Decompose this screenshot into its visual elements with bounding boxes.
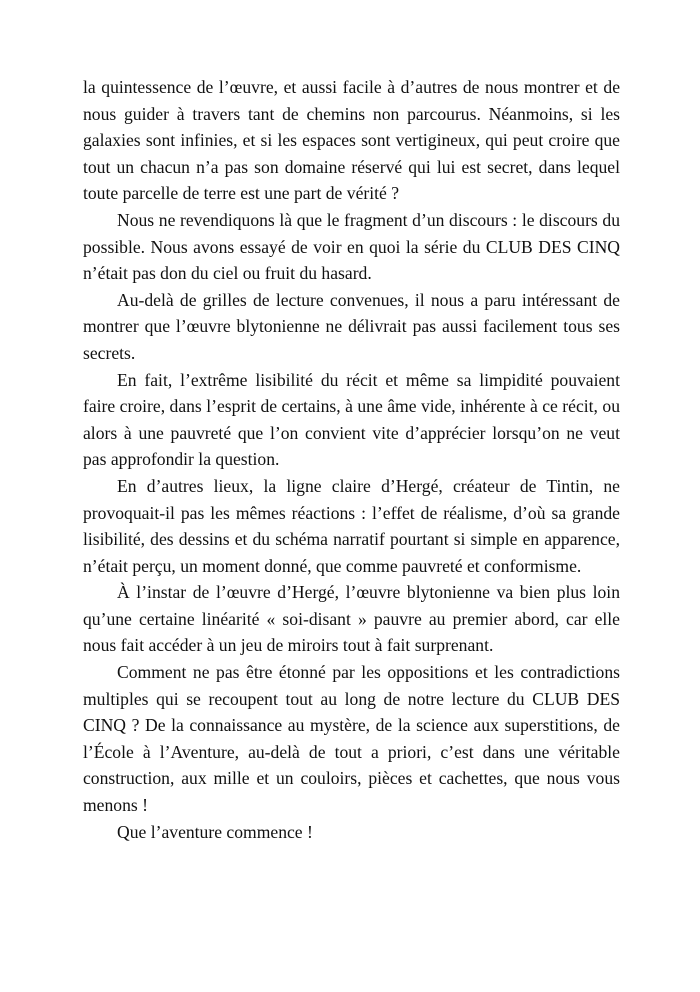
paragraph-legibility: En fait, l’extrême lisibilité du récit et même sa limpidité pouvaient faire croire, dans l’esprit de certains, à une âme vide, inhérente à ce récit, ou alors à une pauvreté que l’on convient vite d’apprécier lorsqu’on ne veut pas approfondir la question. <box>83 369 620 470</box>
document-page <box>83 74 620 845</box>
paragraph-continuation: la quintessence de l’œuvre, et aussi facile à d’autres de nous montrer et de nous guider à travers tant de chemins non parcourus. Néanmoins, si les galaxies sont infinies, et si les espaces sont vertigineux, qui peut croire que tout un chacun n’a pas son domaine réservé qui lui est secret, dans lequel toute parcelle de terre est une part de vérité ? <box>83 77 620 204</box>
paragraph-discourse: Nous ne revendiquons là que le fragment d’un discours : le discours du possible. Nous avons essayé de voir en quoi la série du CLUB DES CINQ n’était pas don du ciel ou fruit du hasard. <box>83 209 620 284</box>
paragraph-reading-grids: Au-delà de grilles de lecture convenues, il nous a paru intéressant de montrer que l’œuvre blytonienne ne délivrait pas aussi facilement tous ses secrets. <box>83 289 620 363</box>
paragraph-closing: Que l’aventure commence ! <box>117 821 313 842</box>
paragraph-herge: En d’autres lieux, la ligne claire d’Hergé, créateur de Tintin, ne provoquait-il pas les mêmes réactions : l’effet de réalisme, d’où sa grande lisibilité, des dessins et du schéma narratif pourtant si simple en apparence, n’était perçu, un moment donné, que comme pauvreté et conformisme. <box>83 475 620 576</box>
paragraph-oppositions: Comment ne pas être étonné par les oppositions et les contradictions multiples qui se recoupent tout au long de notre lecture du CLUB DES CINQ ? De la connaissance au mystère, de la science aux superstitions, de l’École à l’Aventure, au-delà de tout a priori, c’est dans une véritable construction, aux mille et un couloirs, pièces et cachettes, que nous vous menons ! <box>83 662 620 816</box>
paragraph-mirrors: À l’instar de l’œuvre d’Hergé, l’œuvre blytonienne va bien plus loin qu’une certaine linéarité « soi-disant » pauvre au premier abord, car elle nous fait accéder à un jeu de miroirs tout à fait surprenant. <box>83 582 620 656</box>
